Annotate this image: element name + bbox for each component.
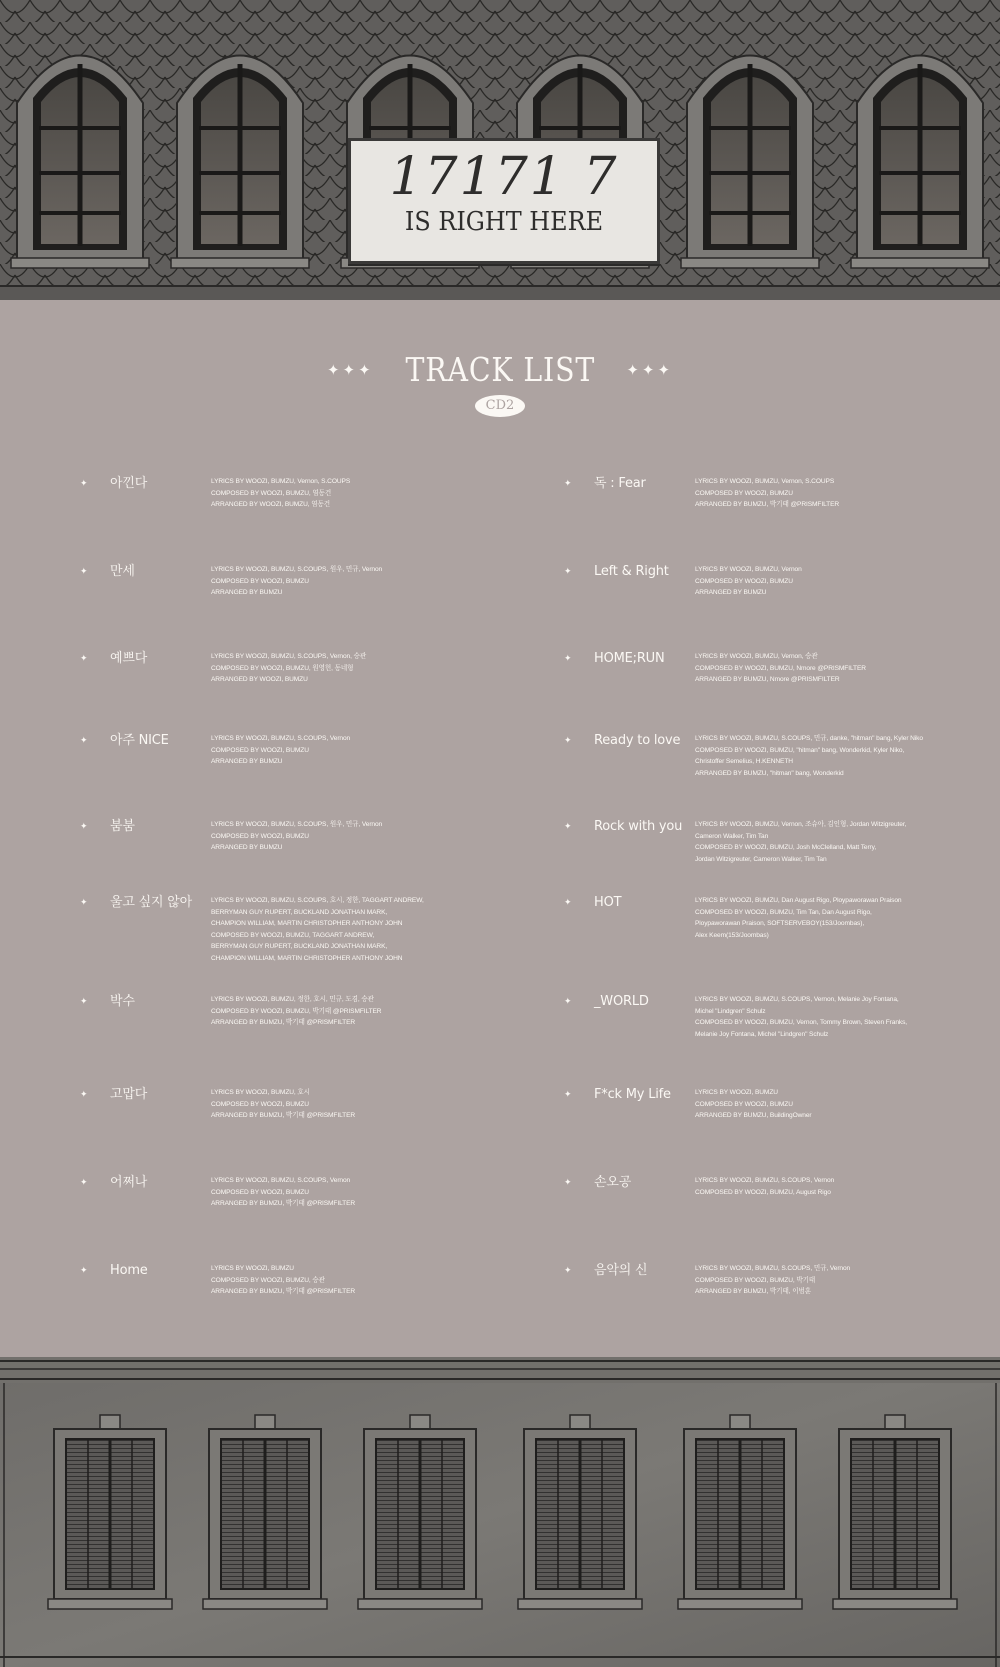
dormer-window bbox=[171, 56, 309, 269]
credit-line: Cameron Walker, Tim Tan bbox=[695, 832, 769, 840]
credit-line: ARRANGED BY BUMZU, "hitman" bang, Wonderkid bbox=[695, 769, 844, 777]
credit-line: ARRANGED BY BUMZU bbox=[695, 589, 767, 596]
sparkle-bullet-icon: ✦ bbox=[80, 1266, 88, 1276]
building-facade-art bbox=[0, 1357, 1000, 1667]
credit-line: ARRANGED BY BUMZU bbox=[211, 589, 283, 596]
credit-line: ARRANGED BY BUMZU, 박기태 @PRISMFILTER bbox=[211, 1112, 356, 1119]
sparkle-bullet-icon: ✦ bbox=[564, 997, 572, 1007]
track-title: Home bbox=[110, 1263, 148, 1278]
track-credits bbox=[211, 1086, 355, 1122]
track-title: F*ck My Life bbox=[594, 1087, 671, 1102]
track-credits bbox=[211, 1174, 355, 1210]
track-credits bbox=[695, 993, 907, 1040]
credit-line: ARRANGED BY BUMZU bbox=[211, 844, 283, 851]
credit-line: LYRICS BY WOOZI, BUMZU, S.COUPS, 원우, 민규, Vernon bbox=[211, 566, 383, 573]
track-credits bbox=[695, 563, 802, 599]
sparkle-bullet-icon: ✦ bbox=[80, 736, 88, 746]
sparkle-bullet-icon: ✦ bbox=[564, 567, 572, 577]
credit-line: Christoffer Semelius, H.KENNETH bbox=[695, 758, 793, 765]
credit-line: LYRICS BY WOOZI, BUMZU, 호시 bbox=[211, 1089, 310, 1096]
sparkle-bullet-icon: ✦ bbox=[80, 822, 88, 832]
track-credits bbox=[695, 818, 906, 865]
track-row bbox=[564, 1086, 812, 1122]
sparkle-bullet-icon: ✦ bbox=[564, 1178, 572, 1188]
track-row bbox=[564, 650, 866, 686]
credit-line: LYRICS BY WOOZI, BUMZU, S.COUPS, 민규, danke, "hitman" bang, Kyler Niko bbox=[695, 735, 923, 742]
credit-line: COMPOSED BY WOOZI, BUMZU bbox=[211, 746, 309, 754]
credit-line: COMPOSED BY WOOZI, BUMZU, 박기태 bbox=[695, 1276, 816, 1284]
credit-line: LYRICS BY WOOZI, BUMZU, 정한, 호시, 민규, 도겸, 승관 bbox=[211, 996, 374, 1003]
credit-line: ARRANGED BY BUMZU, Nmore @PRISMFILTER bbox=[695, 676, 840, 683]
track-title: 울고 싶지 않아 bbox=[110, 895, 193, 910]
credit-line: LYRICS BY WOOZI, BUMZU, S.COUPS, Vernon bbox=[211, 1177, 351, 1184]
credit-line: LYRICS BY WOOZI, BUMZU, Vernon, S.COUPS bbox=[211, 478, 351, 485]
credit-line: CHAMPION WILLIAM, MARTIN CHRISTOPHER ANTHONY JOHN bbox=[211, 954, 403, 962]
track-credits bbox=[211, 650, 366, 686]
sparkle-bullet-icon: ✦ bbox=[80, 997, 88, 1007]
track-title: HOT bbox=[594, 895, 622, 910]
track-row bbox=[80, 894, 424, 964]
track-row bbox=[564, 1262, 850, 1298]
sparkle-bullet-icon: ✦ bbox=[564, 479, 572, 489]
credit-line: Michel "Lindgren" Schulz bbox=[695, 1007, 766, 1015]
track-row bbox=[80, 732, 350, 768]
credit-line: ARRANGED BY BUMZU, 박기태 @PRISMFILTER bbox=[695, 501, 840, 508]
sparkle-bullet-icon: ✦ bbox=[564, 898, 572, 908]
credit-line: LYRICS BY WOOZI, BUMZU, Vernon bbox=[695, 566, 802, 573]
shuttered-window bbox=[358, 1415, 482, 1609]
sparkle-bullet-icon: ✦ bbox=[564, 822, 572, 832]
track-credits bbox=[211, 894, 424, 964]
credit-line: ARRANGED BY BUMZU bbox=[211, 758, 283, 765]
credit-line: COMPOSED BY WOOZI, BUMZU, 염동건 bbox=[211, 489, 332, 497]
banner-number: 17171 7 bbox=[389, 147, 619, 207]
track-credits bbox=[211, 1262, 355, 1298]
sparkle-bullet-icon: ✦ bbox=[80, 1178, 88, 1188]
track-title: 손오공 bbox=[594, 1175, 632, 1190]
dormer-window bbox=[681, 56, 819, 269]
track-row bbox=[80, 1086, 355, 1122]
credit-line: LYRICS BY WOOZI, BUMZU, S.COUPS, Vernon, 승관 bbox=[211, 653, 367, 660]
credit-line: LYRICS BY WOOZI, BUMZU, S.COUPS, Vernon bbox=[695, 1177, 835, 1184]
credit-line: ARRANGED BY WOOZI, BUMZU bbox=[211, 676, 308, 683]
credit-line: Melanie Joy Fontana, Michel "Lindgren" Schulz bbox=[695, 1030, 829, 1038]
track-row bbox=[80, 993, 381, 1029]
credit-line: LYRICS BY WOOZI, BUMZU, S.COUPS, Vernon, Melanie Joy Fontana, bbox=[695, 996, 899, 1003]
track-row bbox=[80, 818, 382, 854]
credit-line: COMPOSED BY WOOZI, BUMZU bbox=[695, 1100, 793, 1108]
credit-line: COMPOSED BY WOOZI, BUMZU bbox=[211, 1188, 309, 1196]
track-row bbox=[80, 563, 382, 599]
track-row bbox=[564, 894, 901, 941]
track-title: 예쁘다 bbox=[110, 651, 148, 666]
track-title: 아주 NICE bbox=[110, 733, 169, 748]
track-title: 독 : Fear bbox=[594, 476, 646, 491]
track-row bbox=[564, 1174, 834, 1198]
credit-line: COMPOSED BY WOOZI, BUMZU, "hitman" bang, Wonderkid, Kyler Niko, bbox=[695, 746, 905, 754]
sparkle-bullet-icon: ✦ bbox=[564, 736, 572, 746]
credit-line: COMPOSED BY WOOZI, BUMZU, August Rigo bbox=[695, 1188, 831, 1196]
tracklist-section bbox=[0, 300, 1000, 1357]
sparkle-bullet-icon: ✦ bbox=[80, 898, 88, 908]
track-row bbox=[564, 475, 839, 511]
credit-line: Jordan Witzigreuter, Cameron Walker, Tim Tan bbox=[695, 855, 827, 863]
credit-line: COMPOSED BY WOOZI, BUMZU, Nmore @PRISMFILTER bbox=[695, 664, 866, 672]
credit-line: CHAMPION WILLIAM, MARTIN CHRISTOPHER ANTHONY JOHN bbox=[211, 920, 403, 927]
credit-line: ARRANGED BY BUMZU, 박기태 @PRISMFILTER bbox=[211, 1288, 356, 1295]
credit-line: LYRICS BY WOOZI, BUMZU, Vernon, S.COUPS bbox=[695, 478, 835, 485]
track-title: 아낀다 bbox=[110, 476, 148, 491]
credit-line: ARRANGED BY BUMZU, 박기태 @PRISMFILTER bbox=[211, 1019, 356, 1026]
dormer-window bbox=[11, 56, 149, 269]
track-credits bbox=[211, 732, 350, 768]
track-credits bbox=[695, 475, 839, 511]
credit-line: ARRANGED BY BUMZU, 박기태 @PRISMFILTER bbox=[211, 1200, 356, 1207]
track-row bbox=[80, 1262, 355, 1298]
top-building-illustration bbox=[0, 0, 1000, 300]
disc-badge: CD2 bbox=[475, 395, 525, 417]
shuttered-window bbox=[833, 1415, 957, 1609]
credit-line: BERRYMAN GUY RUPERT, BUCKLAND JONATHAN MARK, bbox=[211, 908, 388, 916]
track-row bbox=[80, 475, 350, 511]
sparkle-bullet-icon: ✦ bbox=[564, 1266, 572, 1276]
track-title: Rock with you bbox=[594, 819, 683, 834]
credit-line: COMPOSED BY WOOZI, BUMZU, 승관 bbox=[211, 1276, 325, 1284]
track-credits bbox=[695, 732, 923, 779]
track-row bbox=[564, 563, 802, 599]
shuttered-window bbox=[48, 1415, 172, 1609]
credit-line: LYRICS BY WOOZI, BUMZU bbox=[695, 1089, 778, 1096]
credit-line: COMPOSED BY WOOZI, BUMZU, 박기태 @PRISMFILTER bbox=[211, 1007, 382, 1015]
credit-line: ARRANGED BY BUMZU, BuildingOwner bbox=[695, 1112, 812, 1119]
credit-line: COMPOSED BY WOOZI, BUMZU, 원영헌, 동네형 bbox=[211, 664, 354, 672]
track-title: Left & Right bbox=[594, 564, 669, 579]
credit-line: LYRICS BY WOOZI, BUMZU bbox=[211, 1265, 294, 1272]
track-title: 고맙다 bbox=[110, 1087, 148, 1102]
sparkle-bullet-icon: ✦ bbox=[564, 1090, 572, 1100]
sparkle-bullet-icon: ✦ bbox=[564, 654, 572, 664]
credit-line: LYRICS BY WOOZI, BUMZU, S.COUPS, 호시, 정한, TAGGART ANDREW, bbox=[211, 897, 424, 904]
track-credits bbox=[211, 818, 382, 854]
dormer-window bbox=[851, 56, 989, 269]
track-title: 어쩌나 bbox=[110, 1175, 148, 1190]
track-credits bbox=[695, 894, 901, 941]
credit-line: COMPOSED BY WOOZI, BUMZU bbox=[211, 832, 309, 840]
credit-line: LYRICS BY WOOZI, BUMZU, S.COUPS, Vernon bbox=[211, 735, 351, 742]
banner-subtitle: IS RIGHT HERE bbox=[404, 207, 604, 237]
credit-line: COMPOSED BY WOOZI, BUMZU, TAGGART ANDREW, bbox=[211, 931, 375, 939]
track-title: 박수 bbox=[110, 994, 135, 1009]
track-row bbox=[564, 993, 907, 1040]
credit-line: COMPOSED BY WOOZI, BUMZU, Vernon, Tommy Brown, Steven Franks, bbox=[695, 1019, 908, 1026]
track-credits bbox=[695, 1086, 812, 1122]
stars-left-icon: ✦✦✦ bbox=[326, 360, 374, 379]
sparkle-bullet-icon: ✦ bbox=[80, 1090, 88, 1100]
credit-line: LYRICS BY WOOZI, BUMZU, Vernon, 조슈아, 김인형, Jordan Witzigreuter, bbox=[695, 821, 907, 828]
track-credits bbox=[211, 563, 382, 599]
track-credits bbox=[211, 993, 381, 1029]
track-row bbox=[564, 732, 923, 779]
track-credits bbox=[211, 475, 350, 511]
credit-line: LYRICS BY WOOZI, BUMZU, S.COUPS, 민규, Vernon bbox=[695, 1265, 851, 1272]
track-credits bbox=[695, 1262, 850, 1298]
shuttered-window bbox=[678, 1415, 802, 1609]
shuttered-window bbox=[518, 1415, 642, 1609]
credit-line: ARRANGED BY BUMZU, 박기태, 이범훈 bbox=[695, 1288, 811, 1295]
credit-line: COMPOSED BY WOOZI, BUMZU bbox=[211, 577, 309, 585]
tracklist-header bbox=[0, 350, 1000, 417]
track-title: HOME;RUN bbox=[594, 651, 665, 666]
stars-right-icon: ✦✦✦ bbox=[626, 360, 674, 379]
sparkle-bullet-icon: ✦ bbox=[80, 479, 88, 489]
credit-line: COMPOSED BY WOOZI, BUMZU, Tim Tan, Dan August Rigo, bbox=[695, 908, 872, 916]
credit-line: Ploypaworawan Praison, SOFTSERVEBOY(153/Joombas), bbox=[695, 920, 865, 927]
credit-line: BERRYMAN GUY RUPERT, BUCKLAND JONATHAN MARK, bbox=[211, 943, 388, 950]
track-title: 만세 bbox=[110, 564, 135, 579]
track-title: 붐붐 bbox=[110, 819, 135, 834]
track-row bbox=[80, 1174, 355, 1210]
credit-line: LYRICS BY WOOZI, BUMZU, S.COUPS, 원우, 민규, Vernon bbox=[211, 821, 383, 828]
sparkle-bullet-icon: ✦ bbox=[80, 567, 88, 577]
credit-line: Alex Keem(153/Joombas) bbox=[695, 931, 769, 939]
track-row bbox=[564, 818, 906, 865]
credit-line: ARRANGED BY WOOZI, BUMZU, 염동건 bbox=[211, 501, 331, 508]
bottom-building-illustration bbox=[0, 1357, 1000, 1667]
track-title: 음악의 신 bbox=[594, 1263, 648, 1278]
banner-sign bbox=[348, 138, 660, 264]
credit-line: COMPOSED BY WOOZI, BUMZU bbox=[695, 577, 793, 585]
credit-line: COMPOSED BY WOOZI, BUMZU bbox=[695, 489, 793, 497]
sparkle-bullet-icon: ✦ bbox=[80, 654, 88, 664]
track-title: _WORLD bbox=[594, 994, 649, 1009]
credit-line: COMPOSED BY WOOZI, BUMZU bbox=[211, 1100, 309, 1108]
track-row bbox=[80, 650, 366, 686]
credit-line: COMPOSED BY WOOZI, BUMZU, Josh McClelland, Matt Terry, bbox=[695, 844, 877, 851]
credit-line: LYRICS BY WOOZI, BUMZU, Dan August Rigo, Ploypaworawan Praison bbox=[695, 897, 902, 904]
track-credits bbox=[695, 650, 866, 686]
tracklist-title: TRACK LIST bbox=[405, 350, 595, 389]
credit-line: LYRICS BY WOOZI, BUMZU, Vernon, 승관 bbox=[695, 653, 818, 660]
track-credits bbox=[695, 1174, 834, 1198]
track-title: Ready to love bbox=[594, 733, 681, 748]
shuttered-window bbox=[203, 1415, 327, 1609]
